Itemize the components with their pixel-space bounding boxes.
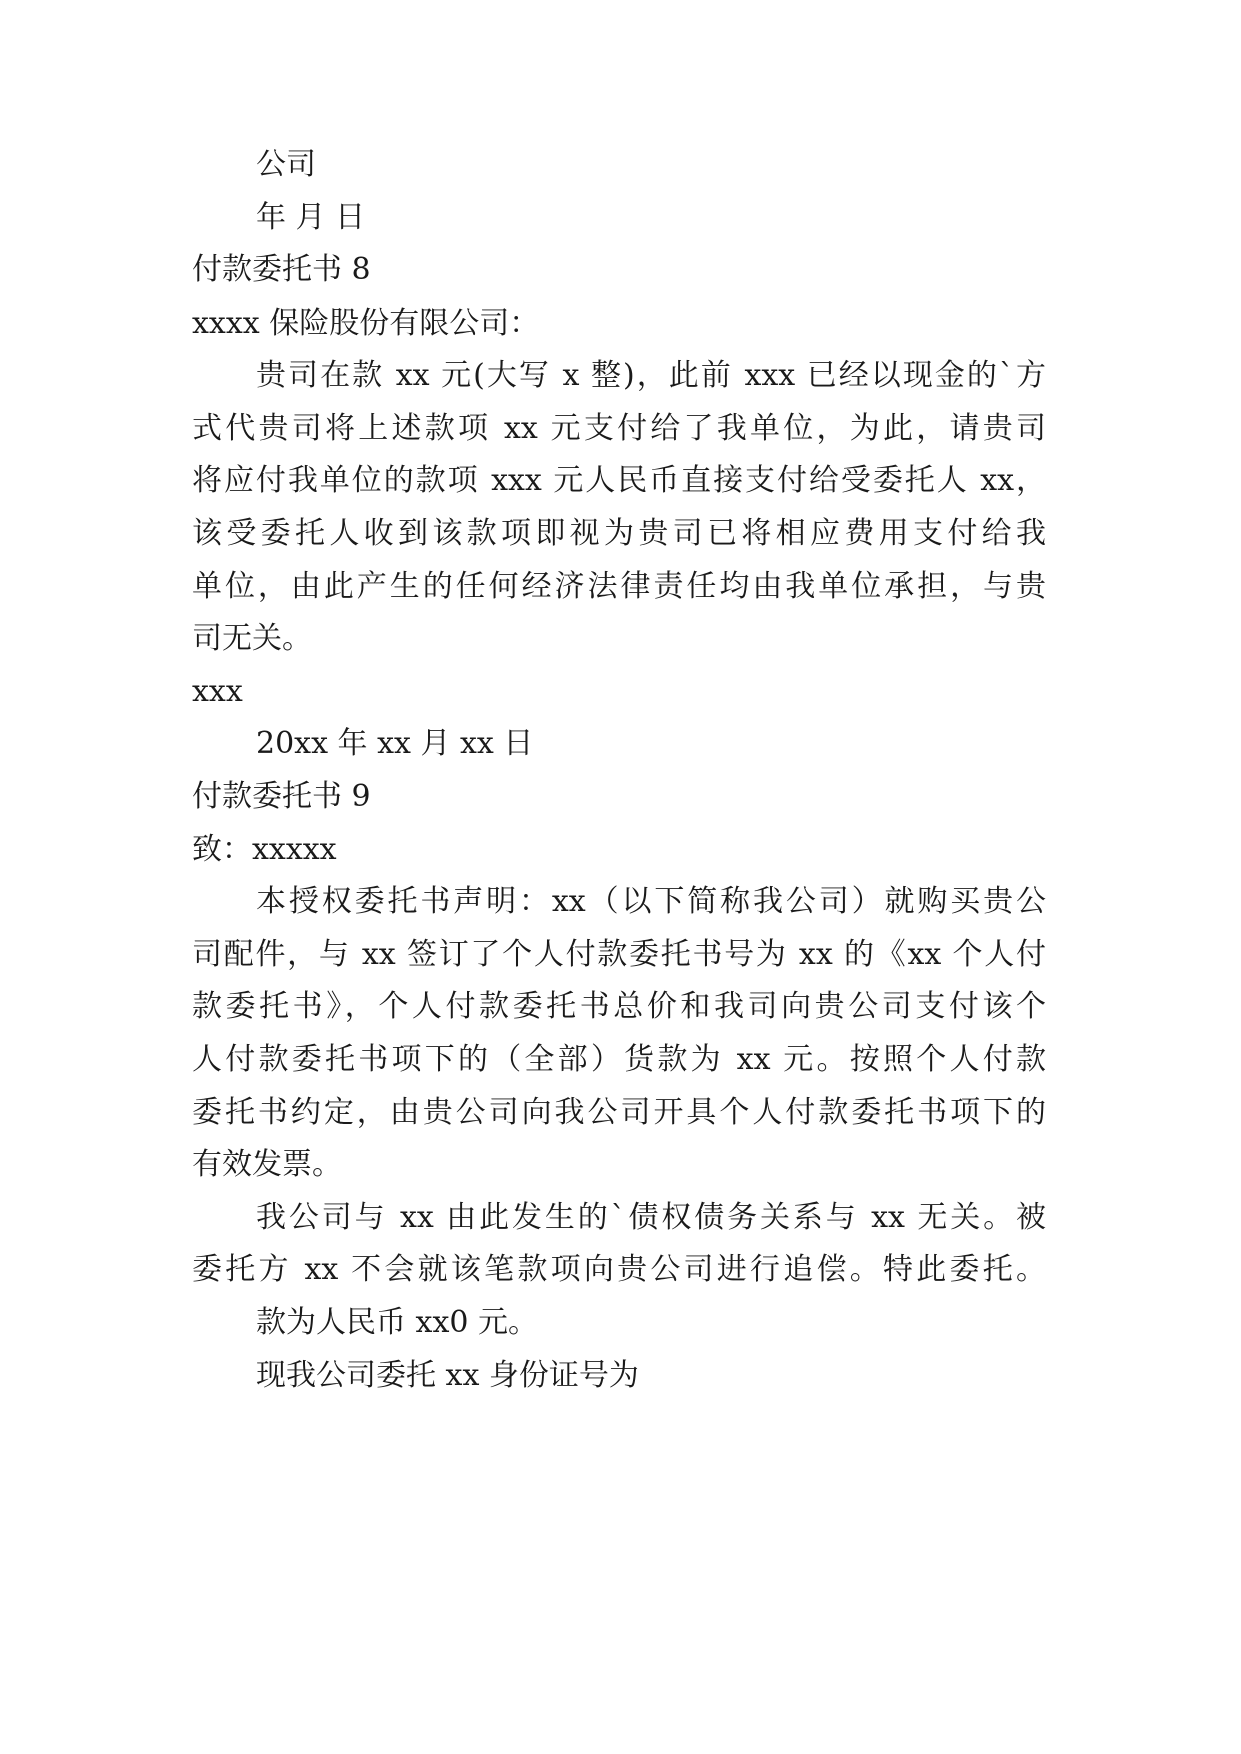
paragraph-line: 司配件，与 xx 签订了个人付款委托书号为 xx 的《xx 个人付 [192,937,1046,972]
text-line-company: 公司 [256,147,316,182]
salutation-insurance: xxxx 保险股份有限公司： [192,306,540,341]
salutation-to: 致：xxxxx [192,832,337,867]
signature-date: 20xx 年 xx 月 xx 日 [256,726,534,761]
paragraph-line: 式代贵司将上述款项 xx 元支付给了我单位，为此，请贵司 [192,411,1046,446]
text-line-date-blank: 年 月 日 [256,200,366,235]
paragraph-line: 我公司与 xx 由此发生的`债权债务关系与 xx 无关。被 [256,1200,1046,1235]
paragraph-line: 委托方 xx 不会就该笔款项向贵公司进行追偿。特此委托。 [192,1252,1046,1287]
signature-name: xxx [192,674,243,709]
paragraph-line: 人付款委托书项下的（全部）货款为 xx 元。按照个人付款 [192,1042,1046,1077]
paragraph-line: 有效发票。 [192,1147,342,1182]
paragraph-line: 贵司在款 xx 元(大写 x 整)，此前 xxx 已经以现金的`方 [256,358,1046,393]
paragraph-line: 委托书约定，由贵公司向我公司开具个人付款委托书项下的 [192,1095,1046,1130]
paragraph-line: 现我公司委托 xx 身份证号为 [256,1358,639,1393]
paragraph-line: 款委托书》，个人付款委托书总价和我司向贵公司支付该个 [192,989,1046,1024]
paragraph-line: 款为人民币 xx0 元。 [256,1305,538,1340]
section-heading-9: 付款委托书 9 [192,779,371,814]
paragraph-line: 本授权委托书声明：xx（以下简称我公司）就购买贵公 [256,884,1046,919]
paragraph-line: 该受委托人收到该款项即视为贵司已将相应费用支付给我 [192,516,1046,551]
paragraph-line: 单位，由此产生的任何经济法律责任均由我单位承担，与贵 [192,569,1046,604]
paragraph-line: 将应付我单位的款项 xxx 元人民币直接支付给受委托人 xx， [192,463,1046,498]
paragraph-line: 司无关。 [192,621,312,656]
section-heading-8: 付款委托书 8 [192,252,371,287]
